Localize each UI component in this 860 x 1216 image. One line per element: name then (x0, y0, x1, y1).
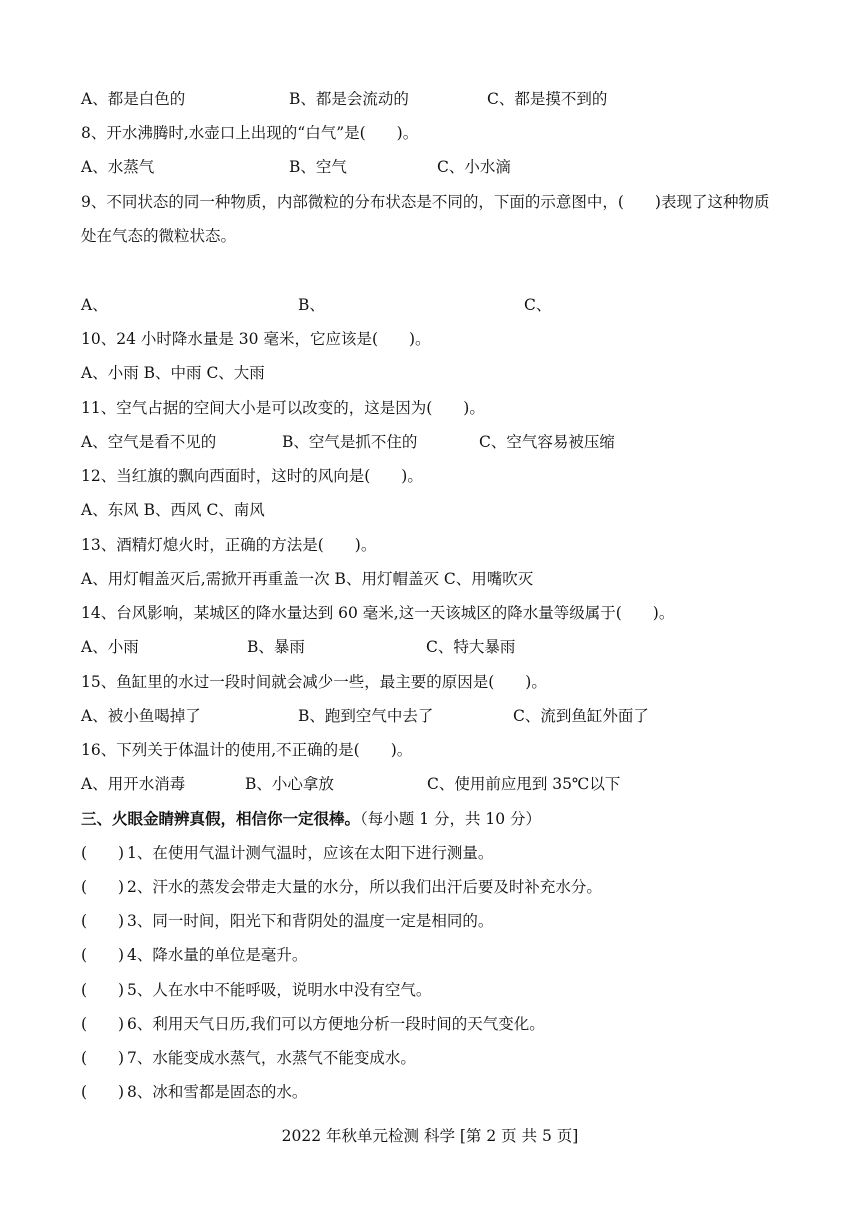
q15-option-b: B、跑到空气中去了 (298, 707, 434, 725)
tf-item-1 (81, 841, 493, 865)
page-footer: 2022 年秋单元检测 科学 [第 2 页 共 5 页] (281, 1127, 579, 1145)
q16-option-b: B、小心拿放 (245, 775, 334, 793)
q8-text: 8、开水沸腾时,水壶口上出现的“白气”是( )。 (81, 124, 419, 142)
q14-option-b: B、暴雨 (247, 638, 305, 656)
q12-text: 12、当红旗的飘向西面时，这时的风向是( )。 (81, 467, 423, 485)
q7-option-c: C、都是摸不到的 (487, 90, 608, 108)
q7-option-b: B、都是会流动的 (289, 90, 409, 108)
tf-item-text: 8、冰和雪都是固态的水。 (127, 1083, 308, 1101)
q11-option-c: C、空气容易被压缩 (479, 433, 615, 451)
q8-option-c: C、小水滴 (437, 158, 511, 176)
tf-item-text: 4、降水量的单位是毫升。 (127, 946, 308, 964)
q8-option-b: B、空气 (289, 158, 347, 176)
q10-options: A、小雨 B、中雨 C、大雨 (81, 364, 265, 382)
q9-option-b: B、 (298, 296, 325, 314)
q12-options: A、东风 B、西风 C、南风 (81, 501, 265, 519)
answer-blank[interactable]: ( ) (81, 981, 125, 999)
tf-item-text: 2、汗水的蒸发会带走大量的水分，所以我们出汗后要及时补充水分。 (127, 878, 602, 896)
q7-option-a: A、都是白色的 (81, 90, 186, 108)
q16-text: 16、下列关于体温计的使用,不正确的是( )。 (81, 741, 413, 759)
q11-option-a: A、空气是看不见的 (81, 433, 217, 451)
section3-note: （每小题 1 分，共 10 分） (360, 810, 542, 828)
q9-option-c: C、 (524, 296, 552, 314)
section3-heading (81, 807, 541, 831)
q13-options: A、用灯帽盖灭后,需掀开再重盖一次 B、用灯帽盖灭 C、用嘴吹灭 (81, 570, 534, 588)
q14-text: 14、台风影响，某城区的降水量达到 60 毫米,这一天该城区的降水量等级属于( )。 (81, 604, 675, 622)
tf-item-text: 6、利用天气日历,我们可以方便地分析一段时间的天气变化。 (127, 1015, 545, 1033)
q13-text: 13、酒精灯熄火时，正确的方法是( )。 (81, 536, 377, 554)
answer-blank[interactable]: ( ) (81, 912, 125, 930)
q10-text: 10、24 小时降水量是 30 毫米，它应该是( )。 (81, 330, 431, 348)
q14-option-a: A、小雨 (81, 638, 139, 656)
tf-item-6 (81, 1012, 545, 1036)
q15-option-c: C、流到鱼缸外面了 (513, 707, 649, 725)
answer-blank[interactable]: ( ) (81, 946, 125, 964)
tf-item-8 (81, 1080, 307, 1104)
answer-blank[interactable]: ( ) (81, 844, 125, 862)
tf-item-text: 1、在使用气温计测气温时，应该在太阳下进行测量。 (127, 844, 494, 862)
answer-blank[interactable]: ( ) (81, 1083, 125, 1101)
tf-item-4 (81, 943, 307, 967)
q16-option-c: C、使用前应甩到 35℃以下 (427, 775, 621, 793)
tf-item-text: 5、人在水中不能呼吸，说明水中没有空气。 (127, 981, 432, 999)
section3-title: 三、火眼金睛辨真假，相信你一定很棒。 (81, 809, 361, 828)
tf-item-3 (81, 909, 493, 933)
q15-text: 15、鱼缸里的水过一段时间就会减少一些，最主要的原因是( )。 (81, 673, 547, 691)
answer-blank[interactable]: ( ) (81, 878, 125, 896)
q11-text: 11、空气占据的空间大小是可以改变的，这是因为( )。 (81, 399, 485, 417)
q9-text: 9、不同状态的同一种物质，内部微粒的分布状态是不同的，下面的示意图中，( )表现了这种物质处在气态的微粒状态。 (81, 193, 770, 245)
q9-option-a: A、 (81, 296, 108, 314)
q16-option-a: A、用开水消毒 (81, 775, 186, 793)
q8-option-a: A、水蒸气 (81, 158, 155, 176)
tf-item-text: 3、同一时间，阳光下和背阴处的温度一定是相同的。 (127, 912, 494, 930)
answer-blank[interactable]: ( ) (81, 1049, 125, 1067)
tf-item-7 (81, 1046, 416, 1070)
q11-option-b: B、空气是抓不住的 (282, 433, 418, 451)
tf-item-2 (81, 875, 602, 899)
tf-item-text: 7、水能变成水蒸气，水蒸气不能变成水。 (127, 1049, 416, 1067)
answer-blank[interactable]: ( ) (81, 1015, 125, 1033)
q14-option-c: C、特大暴雨 (426, 638, 516, 656)
q15-option-a: A、被小鱼喝掉了 (81, 707, 201, 725)
tf-item-5 (81, 978, 431, 1002)
